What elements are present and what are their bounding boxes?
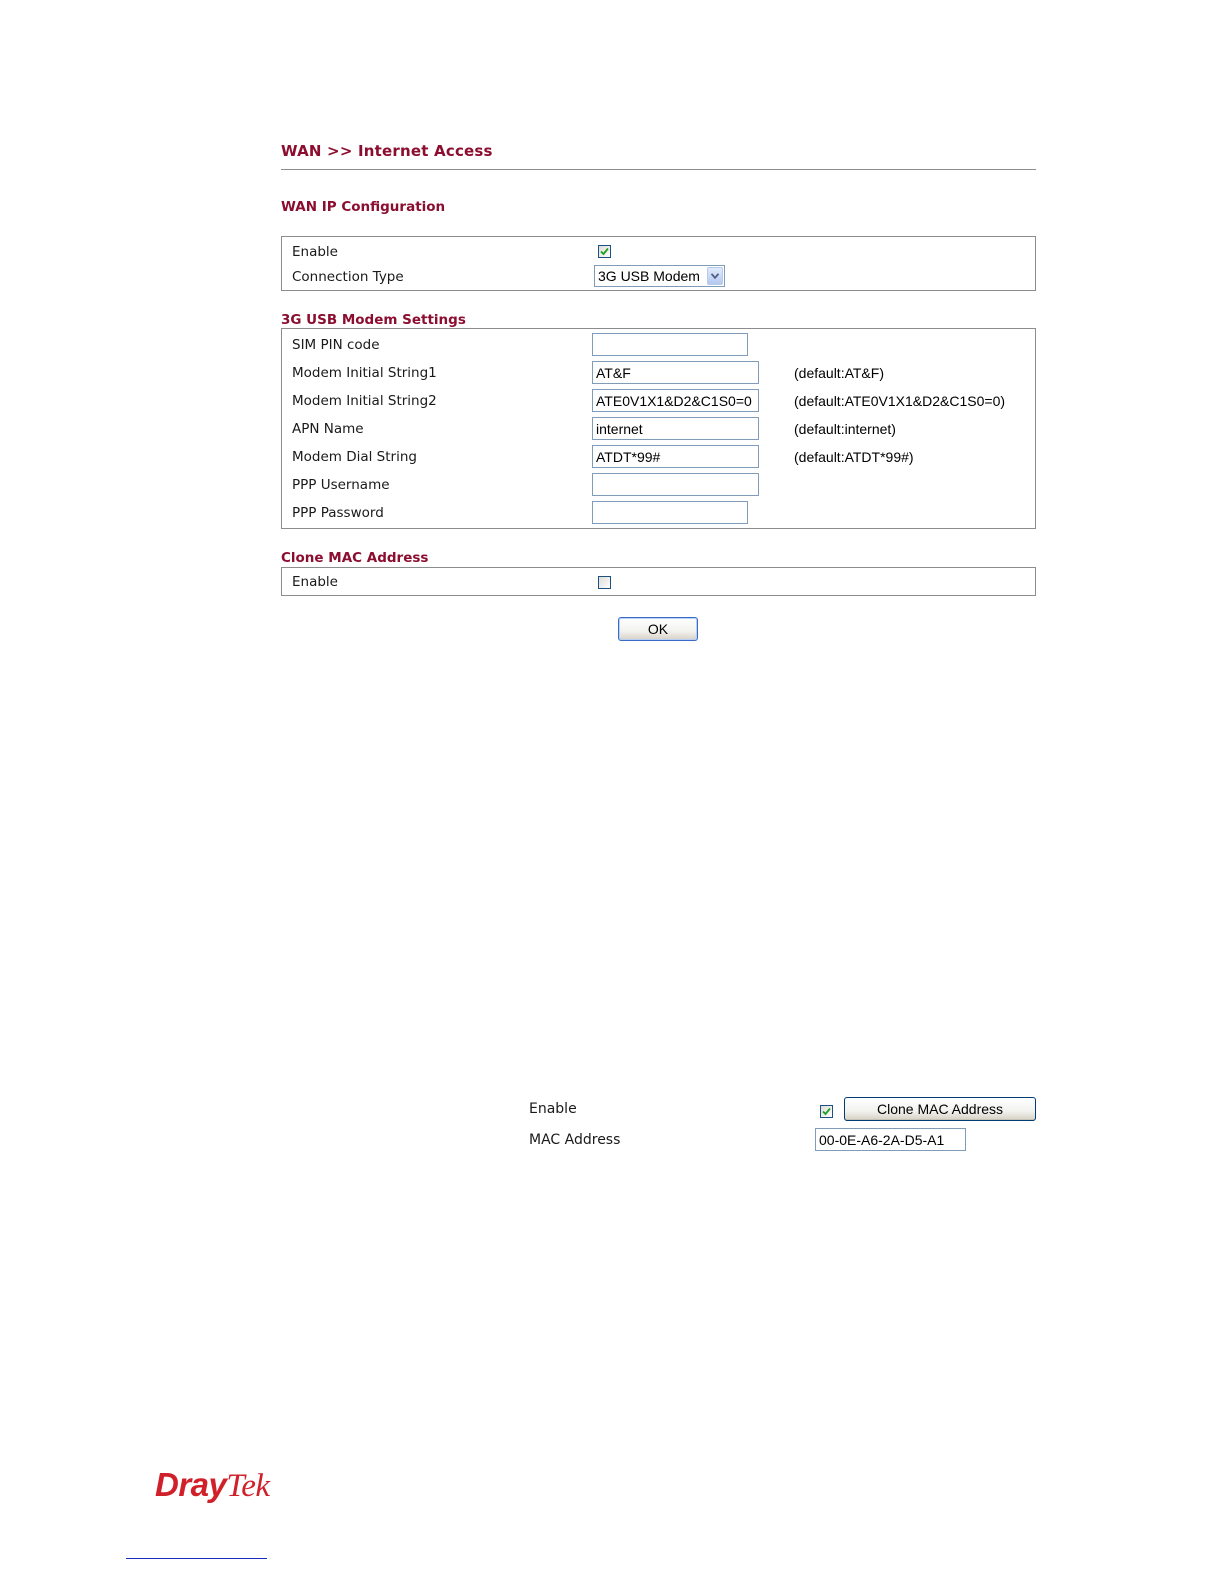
- connection-type-label: Connection Type: [292, 269, 404, 285]
- page-title: WAN >> Internet Access: [281, 142, 493, 160]
- check-icon: [600, 247, 609, 256]
- clone-mac-enable-checkbox[interactable]: [598, 576, 611, 589]
- clone-detail-enable-checkbox[interactable]: [820, 1105, 833, 1118]
- footer-link-underline: [126, 1558, 267, 1559]
- modem-init-string1-default: (default:AT&F): [794, 365, 884, 381]
- chevron-down-icon: [711, 273, 719, 279]
- clone-mac-box: [281, 567, 1036, 596]
- title-divider: [281, 169, 1036, 170]
- clone-detail-enable-label: Enable: [529, 1101, 577, 1117]
- dropdown-arrow-button[interactable]: [707, 267, 723, 285]
- modem-init-string1-label: Modem Initial String1: [292, 365, 437, 381]
- wan-ip-section-title: WAN IP Configuration: [281, 199, 446, 215]
- connection-type-select[interactable]: [594, 265, 725, 287]
- ppp-password-input[interactable]: [592, 501, 748, 524]
- connection-type-value: 3G USB Modem: [598, 268, 700, 284]
- clone-mac-section-title: Clone MAC Address: [281, 550, 429, 566]
- mac-address-input[interactable]: [815, 1128, 966, 1151]
- clone-mac-address-button[interactable]: Clone MAC Address: [844, 1097, 1036, 1121]
- modem-settings-box: [281, 328, 1036, 529]
- draytek-logo: [155, 1466, 270, 1505]
- apn-name-label: APN Name: [292, 421, 364, 437]
- ppp-username-input[interactable]: [592, 473, 759, 496]
- apn-name-default: (default:internet): [794, 421, 896, 437]
- mac-address-label: MAC Address: [529, 1132, 621, 1148]
- wan-enable-label: Enable: [292, 244, 338, 260]
- modem-dial-string-input[interactable]: [592, 445, 759, 468]
- modem-init-string2-label: Modem Initial String2: [292, 393, 437, 409]
- modem-dial-string-label: Modem Dial String: [292, 449, 417, 465]
- wan-ip-config-box: [281, 236, 1036, 291]
- ok-button[interactable]: OK: [618, 617, 698, 641]
- ppp-password-label: PPP Password: [292, 505, 384, 521]
- modem-init-string2-default: (default:ATE0V1X1&D2&C1S0=0): [794, 393, 1006, 409]
- check-icon: [822, 1107, 831, 1116]
- sim-pin-input[interactable]: [592, 333, 748, 356]
- modem-section-title: 3G USB Modem Settings: [281, 312, 466, 328]
- clone-mac-enable-label: Enable: [292, 574, 338, 590]
- sim-pin-label: SIM PIN code: [292, 337, 380, 353]
- apn-name-input[interactable]: [592, 417, 759, 440]
- modem-dial-string-default: (default:ATDT*99#): [794, 449, 914, 465]
- wan-enable-checkbox[interactable]: [598, 245, 611, 258]
- logo-part-dray: Dray: [155, 1466, 227, 1503]
- modem-init-string2-input[interactable]: [592, 389, 759, 412]
- logo-part-tek: Tek: [226, 1468, 270, 1504]
- ppp-username-label: PPP Username: [292, 477, 390, 493]
- modem-init-string1-input[interactable]: [592, 361, 759, 384]
